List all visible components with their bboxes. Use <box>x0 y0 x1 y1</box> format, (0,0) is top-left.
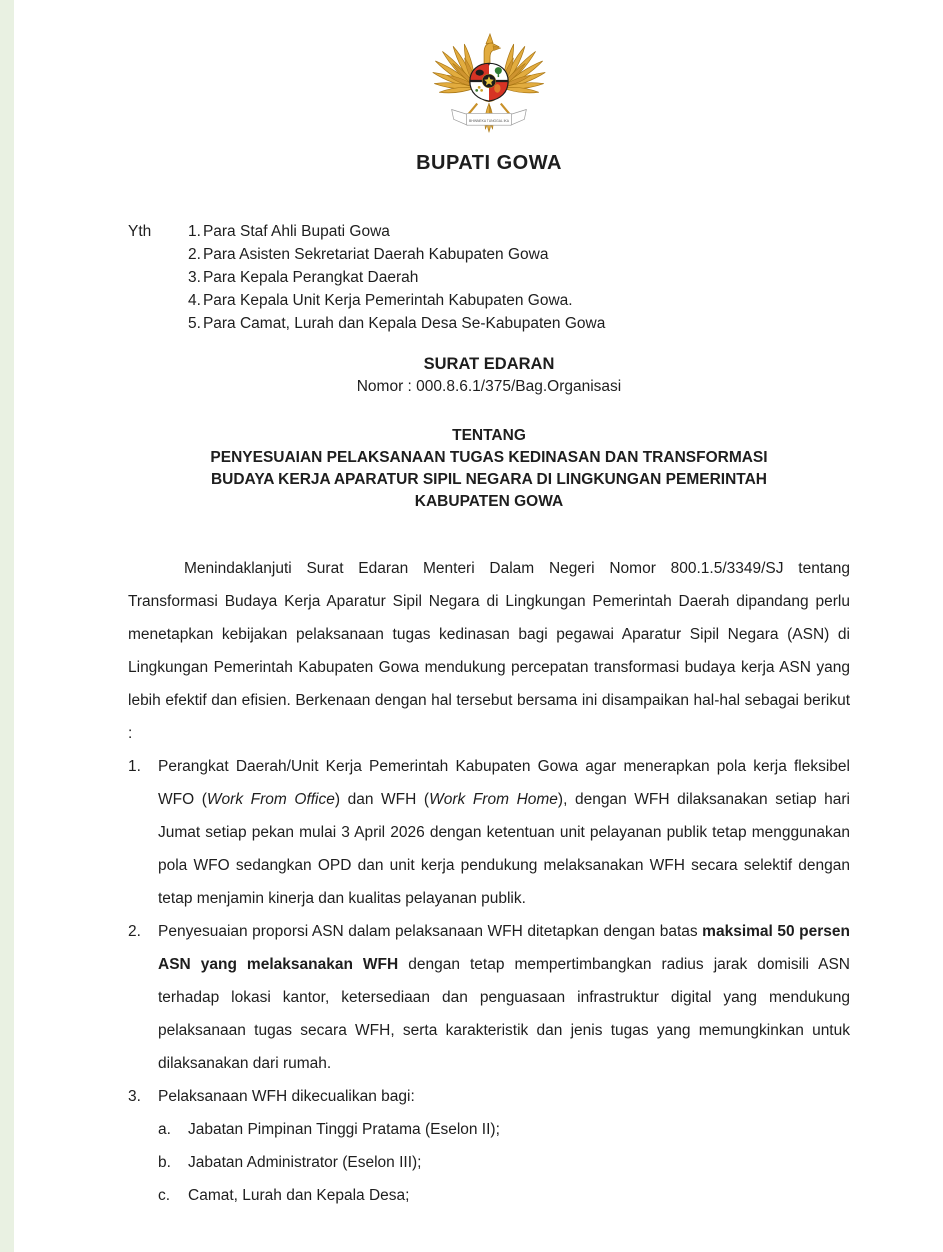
sub-item-letter: b. <box>158 1154 171 1171</box>
garuda-pancasila-emblem <box>430 25 548 137</box>
opening-paragraph: Menindaklanjuti Surat Edaran Menteri Dalam Negeri Nomor 800.1.5/3349/SJ tentang Transformasi Budaya Kerja Aparatur Sipil Negara di Lingkungan Pemerintah Daerah dipandang perlu menetapkan kebijakan pelaksanaan tugas kedinasan bagi pegawai Aparatur Sipil Negara (ASN) di Lingkungan Pemerintah Kabupaten Gowa mendukung percepatan transformasi budaya kerja ASN yang lebih efektif dan efisien. Berkenaan dengan hal tersebut bersama ini disampaikan hal-hal sebagai berikut : <box>128 560 850 742</box>
letter-heading <box>128 355 850 396</box>
subject-line: PENYESUAIAN PELAKSANAAN TUGAS KEDINASAN DAN TRANSFORMASI <box>210 449 768 466</box>
addressee-number: 2. <box>188 246 201 263</box>
item-number: 2. <box>128 923 141 940</box>
item-number: 3. <box>128 1088 141 1105</box>
about-label: TENTANG <box>452 427 526 444</box>
addressee-block <box>128 220 850 335</box>
addressee-number: 1. <box>188 223 201 240</box>
addressee-item <box>188 312 605 335</box>
sub-item-b <box>158 1146 850 1179</box>
subject-line: BUDAYA KERJA APARATUR SIPIL NEGARA DI LINGKUNGAN PEMERINTAH <box>210 471 768 488</box>
body-item-1 <box>128 750 850 915</box>
sub-item-text: Jabatan Pimpinan Tinggi Pratama (Eselon II); <box>188 1121 500 1138</box>
sub-item-letter: a. <box>158 1121 171 1138</box>
letter-number: Nomor : 000.8.6.1/375/Bag.Organisasi <box>356 378 622 395</box>
addressee-list <box>188 220 605 335</box>
letter-body <box>128 552 850 1212</box>
addressee-text: Para Camat, Lurah dan Kepala Desa Se-Kabupaten Gowa <box>202 315 606 332</box>
addressee-number: 3. <box>188 269 201 286</box>
letter-content <box>128 0 850 1212</box>
addressee-text: Para Kepala Perangkat Daerah <box>202 269 419 286</box>
addressee-label: Yth <box>128 223 152 240</box>
sub-item-a <box>158 1113 850 1146</box>
addressee-item <box>188 289 605 312</box>
addressee-number: 5. <box>188 315 201 332</box>
emblem-motto-text: BHINNEKA TUNGGAL IKA <box>469 118 509 123</box>
sub-item-c <box>158 1179 850 1212</box>
scan-edge-strip <box>0 0 14 1252</box>
garuda-pancasila-icon <box>430 25 548 137</box>
addressee-item <box>188 266 605 289</box>
addressee-text: Para Kepala Unit Kerja Pemerintah Kabupaten Gowa. <box>202 292 573 309</box>
sub-item-text: Jabatan Administrator (Eselon III); <box>188 1154 422 1171</box>
item-text: Perangkat Daerah/Unit Kerja Pemerintah Kabupaten Gowa agar menerapkan pola kerja fleksibel WFO (Work From Office) dan WFH (Work From Home), dengan WFH dilaksanakan setiap hari Jumat setiap pekan mulai 3 April 2026 dengan ketentuan unit pelayanan publik tetap menggunakan pola WFO sedangkan OPD dan unit kerja pendukung melaksanakan WFH secara selektif dengan tetap menjamin kinerja dan kualitas pelayanan publik. <box>158 758 850 907</box>
addressee-item <box>188 243 605 266</box>
item-number: 1. <box>128 758 141 775</box>
subject-line: KABUPATEN GOWA <box>414 493 564 510</box>
addressee-text: Para Staf Ahli Bupati Gowa <box>202 223 390 240</box>
letter-type: SURAT EDARAN <box>423 355 555 373</box>
addressee-number: 4. <box>188 292 201 309</box>
sub-item-text: Camat, Lurah dan Kepala Desa; <box>188 1187 410 1204</box>
item-text: Penyesuaian proporsi ASN dalam pelaksanaan WFH ditetapkan dengan batas maksimal 50 persen ASN yang melaksanakan WFH dengan tetap mempertimbangkan radius jarak domisili ASN terhadap lokasi kantor, ketersediaan dan penguasaan infrastruktur digital yang mendukung pelaksanaan tugas secara WFH, serta karakteristik dan jenis tugas yang memungkinkan untuk dilaksanakan dari rumah. <box>158 923 851 1072</box>
addressee-item <box>188 220 605 243</box>
body-item-2 <box>128 915 850 1080</box>
item-text: Pelaksanaan WFH dikecualikan bagi: <box>158 1088 415 1105</box>
addressee-text: Para Asisten Sekretariat Daerah Kabupaten Gowa <box>202 246 549 263</box>
page-title: BUPATI GOWA <box>416 152 562 174</box>
body-item-3 <box>128 1080 850 1212</box>
sub-item-letter: c. <box>158 1187 171 1204</box>
subject-block <box>128 425 850 513</box>
